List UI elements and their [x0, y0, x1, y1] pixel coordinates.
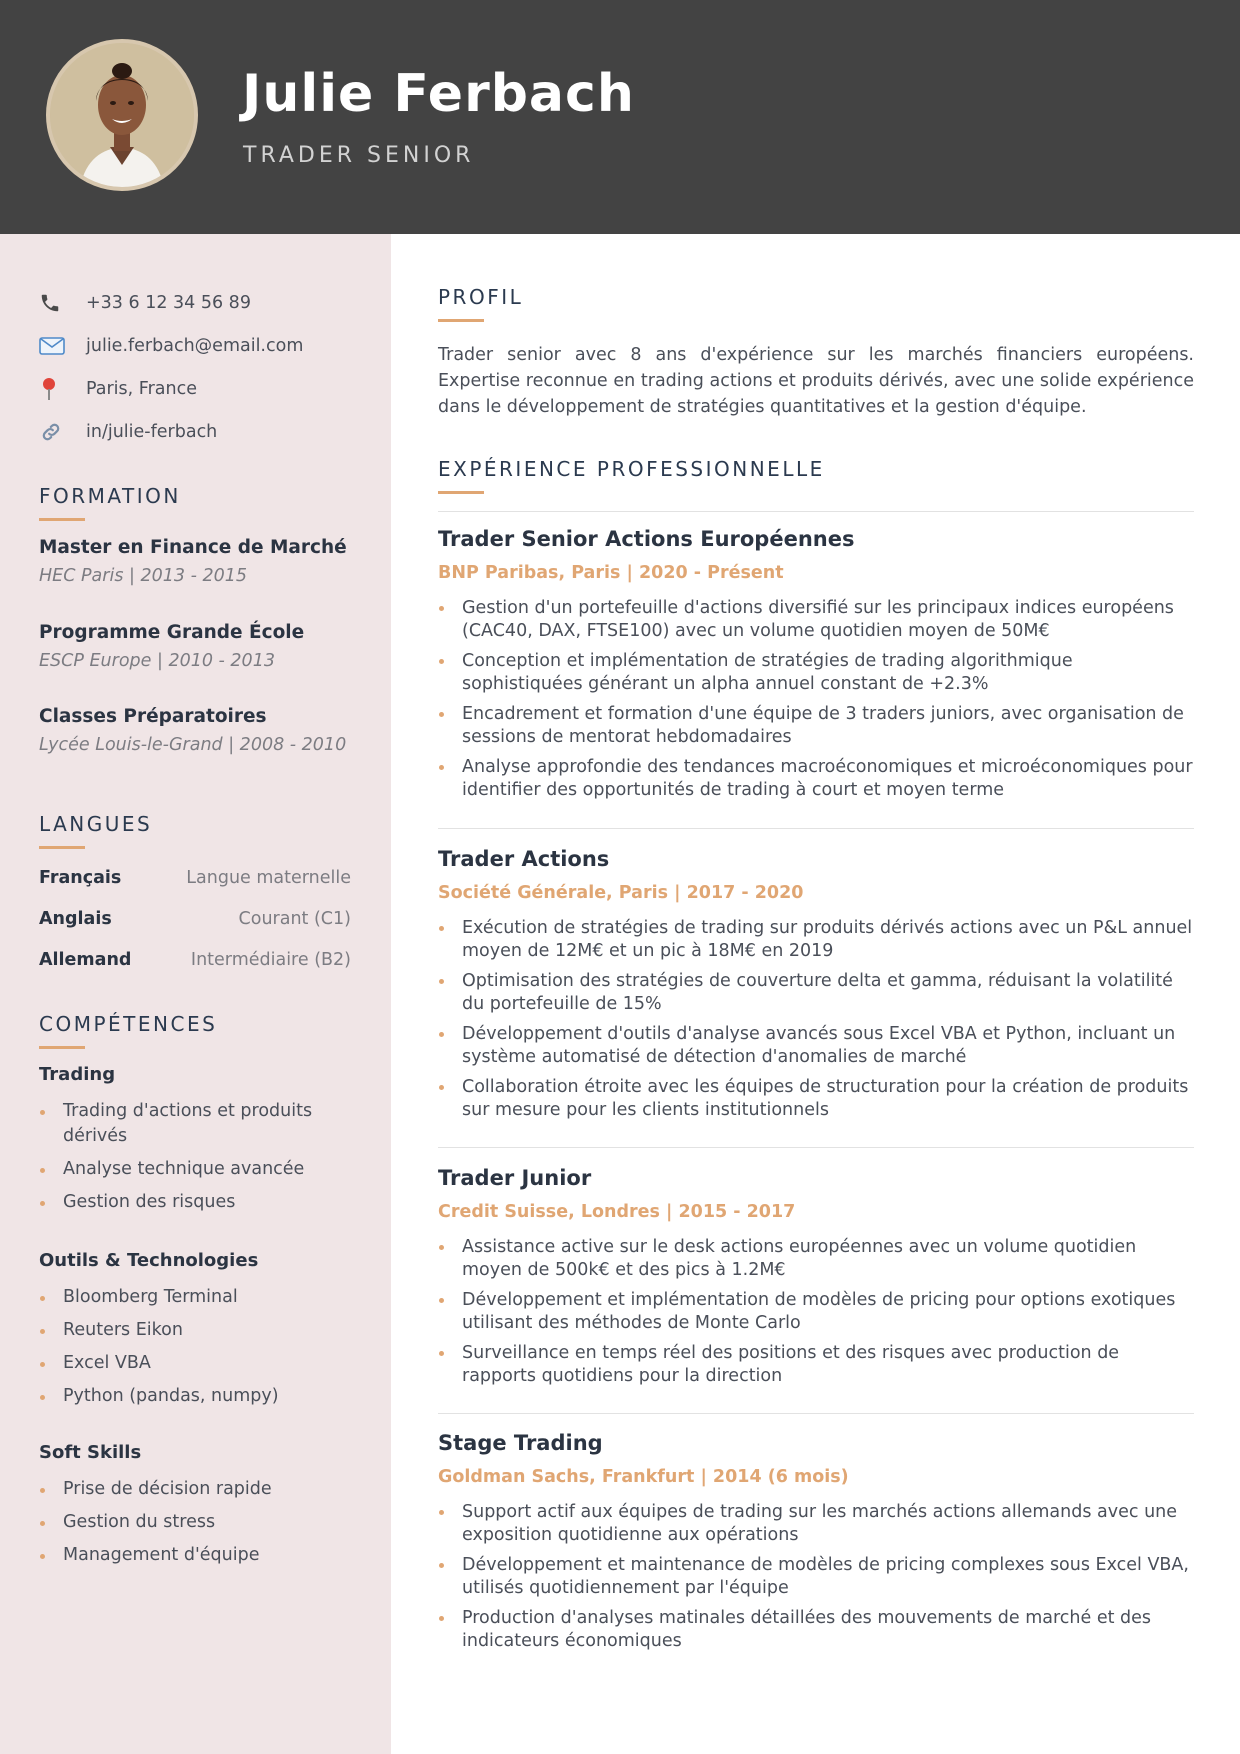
skill-category-title: Soft Skills [39, 1442, 142, 1463]
job-bullet: Support actif aux équipes de trading sur les marchés actions allemands avec une exposition quotidienne aux opérations [438, 1501, 1194, 1546]
experience-heading: EXPÉRIENCE PROFESSIONNELLE [438, 457, 825, 481]
job-bullets [438, 917, 1194, 1121]
job-bullets [438, 1236, 1194, 1387]
skill-list [39, 1099, 339, 1215]
skill-item: Management d'équipe [39, 1543, 339, 1568]
skill-category-title: Outils & Technologies [39, 1250, 259, 1271]
contact-phone [39, 281, 369, 324]
skill-item: Bloomberg Terminal [39, 1285, 339, 1310]
job-entry [438, 1431, 1194, 1660]
heading-underline [39, 846, 85, 849]
skill-list [39, 1477, 339, 1568]
skill-category [39, 1250, 339, 1417]
job-bullet: Développement et implémentation de modèles de pricing pour options exotiques utilisant des méthodes de Monte Carlo [438, 1289, 1194, 1334]
candidate-title: TRADER SENIOR [243, 143, 475, 168]
languages-heading: LANGUES [39, 812, 153, 836]
education-item [39, 706, 359, 755]
job-title: Trader Senior Actions Européennes [438, 527, 855, 551]
heading-underline [39, 1046, 85, 1049]
languages-section [39, 812, 359, 849]
contact-location [39, 367, 369, 410]
skill-item: Gestion des risques [39, 1190, 339, 1215]
heading-underline [39, 518, 85, 521]
skill-list [39, 1285, 339, 1409]
job-bullet: Assistance active sur le desk actions européennes avec un volume quotidien moyen de 500k€ et des pics à 1.2M€ [438, 1236, 1194, 1281]
education-school: ESCP Europe | 2010 - 2013 [39, 651, 275, 671]
heading-underline [438, 491, 484, 494]
skill-item: Python (pandas, numpy) [39, 1384, 339, 1409]
contact-list [39, 281, 369, 453]
job-bullet: Encadrement et formation d'une équipe de 3 traders juniors, avec organisation de sessions de mentorat hebdomadaires [438, 703, 1194, 748]
job-divider [438, 1413, 1194, 1414]
job-divider [438, 828, 1194, 829]
skill-item: Analyse technique avancée [39, 1157, 339, 1182]
language-level: Intermédiaire (B2) [190, 949, 351, 970]
formation-heading: FORMATION [39, 484, 181, 508]
skill-item: Excel VBA [39, 1351, 339, 1376]
job-bullet: Production d'analyses matinales détaillées des mouvements de marché et des indicateurs économiques [438, 1607, 1194, 1652]
location-text: Paris, France [86, 378, 197, 399]
profile-section [438, 285, 1194, 420]
job-company: Credit Suisse, Londres | 2015 - 2017 [438, 1202, 796, 1222]
language-row [39, 939, 351, 980]
skill-category [39, 1442, 339, 1576]
job-title: Trader Junior [438, 1166, 592, 1190]
skill-category [39, 1064, 339, 1223]
job-bullet: Développement et maintenance de modèles de pricing complexes sous Excel VBA, utilisés quotidiennement par l'équipe [438, 1554, 1194, 1599]
education-degree: Programme Grande École [39, 622, 305, 643]
job-bullet: Collaboration étroite avec les équipes de structuration pour la création de produits sur mesure pour les clients institutionnels [438, 1076, 1194, 1121]
job-company: BNP Paribas, Paris | 2020 - Présent [438, 563, 784, 583]
language-name: Anglais [39, 908, 112, 929]
job-entry [438, 527, 1194, 809]
skill-item: Reuters Eikon [39, 1318, 339, 1343]
job-bullet: Surveillance en temps réel des positions et des risques avec production de rapports quotidiens pour la direction [438, 1342, 1194, 1387]
contact-linkedin [39, 410, 369, 453]
phone-icon [39, 292, 79, 314]
email-address[interactable]: julie.ferbach@email.com [86, 335, 304, 356]
profile-summary: Trader senior avec 8 ans d'expérience sur les marchés financiers européens. Expertise reconnue en trading actions et produits dérivés, avec une solide expérience dans le développement de stratégies quantitatives et la gestion d'équipe. [438, 345, 1194, 417]
section-divider [438, 511, 1194, 512]
languages-list [39, 857, 351, 980]
education-item [39, 537, 359, 586]
linkedin-link[interactable]: in/julie-ferbach [86, 421, 218, 442]
language-row [39, 857, 351, 898]
job-divider [438, 1147, 1194, 1148]
language-level: Langue maternelle [186, 867, 351, 888]
education-degree: Classes Préparatoires [39, 706, 267, 727]
email-icon [39, 335, 79, 357]
education-school: Lycée Louis-le-Grand | 2008 - 2010 [39, 735, 347, 755]
skill-item: Trading d'actions et produits dérivés [39, 1099, 339, 1149]
job-bullet: Optimisation des stratégies de couverture delta et gamma, réduisant la volatilité du portefeuille de 15% [438, 970, 1194, 1015]
job-bullets [438, 597, 1194, 801]
job-bullet: Exécution de stratégies de trading sur produits dérivés actions avec un P&L annuel moyen de 12M€ et un pic à 18M€ en 2019 [438, 917, 1194, 962]
job-bullet: Gestion d'un portefeuille d'actions diversifié sur les principaux indices européens (CAC40, DAX, FTSE100) avec un volume quotidien moyen de 50M€ [438, 597, 1194, 642]
job-bullets [438, 1501, 1194, 1652]
language-name: Français [39, 867, 122, 888]
language-name: Allemand [39, 949, 132, 970]
formation-section [39, 484, 359, 521]
job-company: Goldman Sachs, Frankfurt | 2014 (6 mois) [438, 1467, 849, 1487]
candidate-name: Julie Ferbach [242, 64, 635, 124]
skills-section [39, 1012, 359, 1049]
job-company: Société Générale, Paris | 2017 - 2020 [438, 883, 804, 903]
job-title: Trader Actions [438, 847, 610, 871]
skill-item: Gestion du stress [39, 1510, 339, 1535]
job-entry [438, 1166, 1194, 1395]
skills-heading: COMPÉTENCES [39, 1012, 218, 1036]
education-school: HEC Paris | 2013 - 2015 [39, 566, 247, 586]
phone-number[interactable]: +33 6 12 34 56 89 [86, 292, 251, 313]
language-level: Courant (C1) [238, 908, 351, 929]
education-degree: Master en Finance de Marché [39, 537, 347, 558]
job-title: Stage Trading [438, 1431, 603, 1455]
link-icon [39, 421, 79, 443]
skill-category-title: Trading [39, 1064, 116, 1085]
heading-underline [438, 319, 484, 322]
language-row [39, 898, 351, 939]
profile-photo [46, 39, 198, 191]
profile-heading: PROFIL [438, 285, 524, 309]
location-pin-icon [39, 378, 79, 400]
skill-item: Prise de décision rapide [39, 1477, 339, 1502]
experience-section [438, 457, 1194, 512]
job-bullet: Analyse approfondie des tendances macroéconomiques et microéconomiques pour identifier des opportunités de trading à court et moyen terme [438, 756, 1194, 801]
header-banner [0, 0, 1240, 234]
job-bullet: Développement d'outils d'analyse avancés sous Excel VBA et Python, incluant un système automatisé de détection d'anomalies de marché [438, 1023, 1194, 1068]
education-item [39, 622, 359, 671]
contact-email [39, 324, 369, 367]
job-bullet: Conception et implémentation de stratégies de trading algorithmique sophistiquées générant un alpha annuel constant de +2.3% [438, 650, 1194, 695]
job-entry [438, 847, 1194, 1129]
